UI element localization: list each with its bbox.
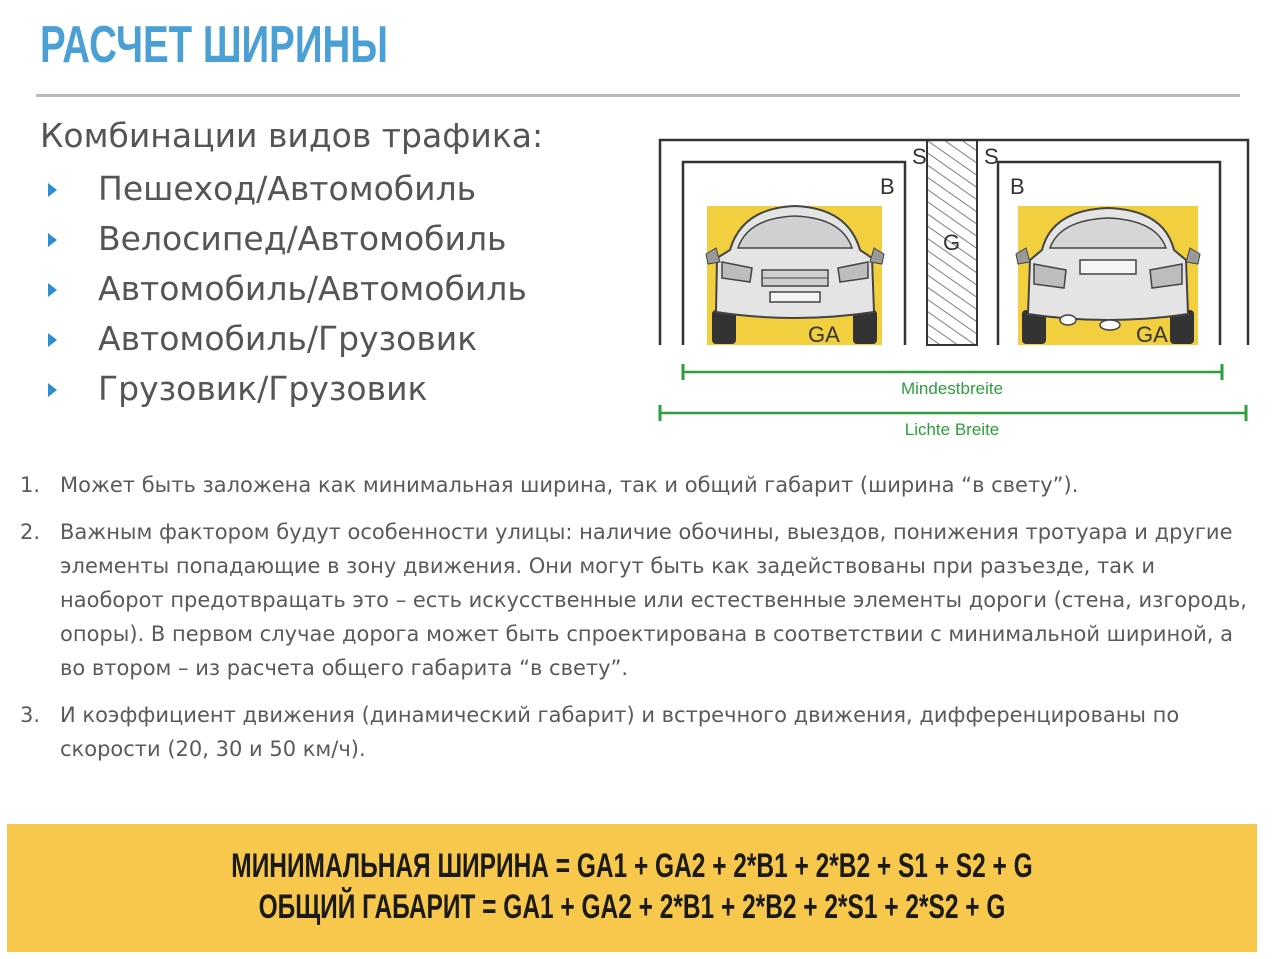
traffic-item bbox=[40, 314, 640, 364]
traffic-item-label: Пешеход/Автомобиль bbox=[98, 169, 477, 208]
note-text: Важным фактором будут особенности улицы: наличие обочины, выездов, понижения тротуара и другие элементы попадающие в зону движения. Они могут быть как задействованы при разъезде, так и наоборот предотвращать это – есть искусственные или естественные элементы дороги (стена, изгородь, опоры). В первом случае дорога может быть спроектирована в соответствии с минимальной шириной, а во втором – из расчета общего габарита “в свету”. bbox=[60, 520, 1247, 680]
s-left-label: S bbox=[912, 144, 927, 169]
diagram-svg bbox=[650, 130, 1260, 450]
traffic-item-label: Автомобиль/Грузовик bbox=[98, 319, 478, 358]
traffic-item-label: Велосипед/Автомобиль bbox=[98, 219, 507, 258]
ga-right-label: GA bbox=[1136, 322, 1168, 347]
note-item bbox=[18, 468, 1258, 502]
mindestbreite-label: Mindestbreite bbox=[900, 379, 1004, 398]
bullet-arrow-icon bbox=[48, 383, 57, 397]
b-left-label: B bbox=[880, 174, 895, 199]
g-label: G bbox=[943, 230, 961, 255]
lichte-breite-label: Lichte Breite bbox=[904, 420, 1000, 439]
bullet-arrow-icon bbox=[48, 233, 57, 247]
traffic-list bbox=[40, 164, 640, 414]
mindestbreite-dimension bbox=[683, 364, 1222, 398]
traffic-item-label: Автомобиль/Автомобиль bbox=[98, 269, 527, 308]
traffic-item-label: Грузовик/Грузовик bbox=[98, 369, 428, 408]
bullet-arrow-icon bbox=[48, 333, 57, 347]
lichte-breite-dimension bbox=[660, 405, 1246, 439]
b-right-label: B bbox=[1010, 174, 1025, 199]
note-number: 1. bbox=[20, 473, 41, 497]
note-number: 3. bbox=[20, 703, 41, 727]
formula-total-clearance: ОБЩИЙ ГАБАРИТ = GA1 + GA2 + 2*B1 + 2*B2 + 2*S1 + 2*S2 + G bbox=[258, 888, 1006, 926]
note-text: И коэффициент движения (динамический габарит) и встречного движения, дифференцированы по скорости (20, 30 и 50 км/ч). bbox=[60, 703, 1180, 761]
notes-list bbox=[18, 468, 1258, 779]
traffic-combinations bbox=[40, 114, 640, 414]
traffic-item bbox=[40, 364, 640, 414]
formula-box bbox=[7, 824, 1257, 952]
traffic-item bbox=[40, 214, 640, 264]
ga-left-label: GA bbox=[808, 322, 840, 347]
note-text: Может быть заложена как минимальная ширина, так и общий габарит (ширина “в свету”). bbox=[60, 473, 1079, 497]
s-right-label: S bbox=[984, 144, 999, 169]
bullet-arrow-icon bbox=[48, 283, 57, 297]
note-item bbox=[18, 515, 1258, 685]
bullet-arrow-icon bbox=[48, 183, 57, 197]
page-title: РАСЧЕТ ШИРИНЫ bbox=[40, 16, 388, 74]
traffic-item bbox=[40, 164, 640, 214]
note-number: 2. bbox=[20, 520, 41, 544]
road-width-diagram bbox=[650, 130, 1260, 450]
formula-min-width: МИНИМАЛЬНАЯ ШИРИНА = GA1 + GA2 + 2*B1 + 2*B2 + S1 + S2 + G bbox=[231, 847, 1033, 885]
note-item bbox=[18, 698, 1258, 766]
traffic-item bbox=[40, 264, 640, 314]
title-divider bbox=[36, 94, 1240, 97]
traffic-heading: Комбинации видов трафика: bbox=[40, 116, 544, 155]
